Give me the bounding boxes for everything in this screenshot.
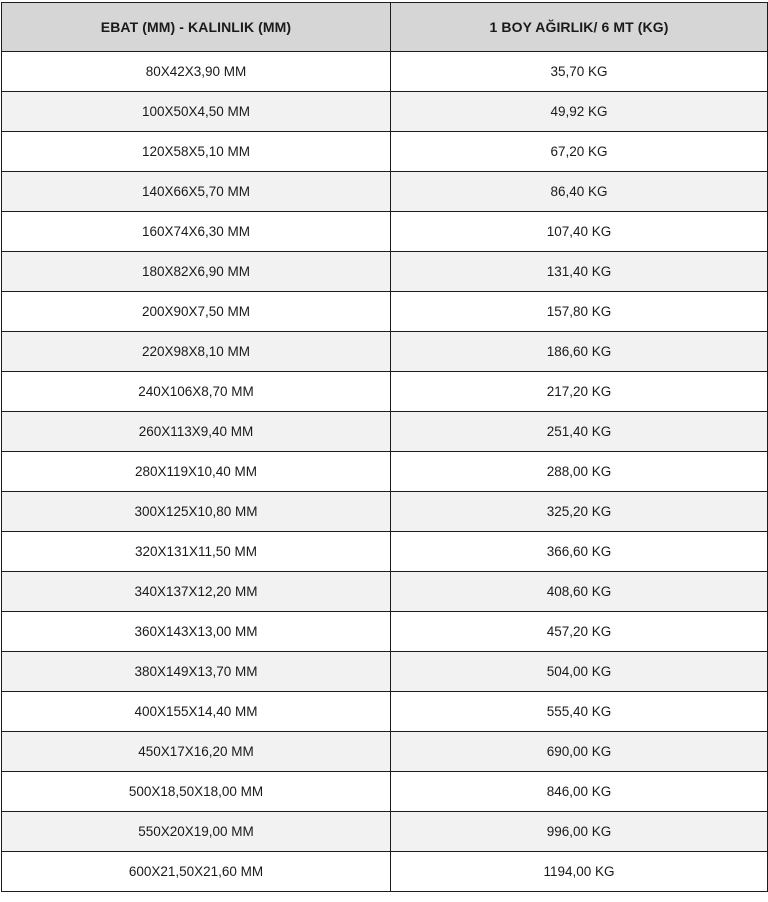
- size-cell: 300X125X10,80 MM: [2, 492, 391, 532]
- table-row: [2, 292, 768, 332]
- table-row: [2, 652, 768, 692]
- table-header: [2, 3, 768, 52]
- size-cell: 280X119X10,40 MM: [2, 452, 391, 492]
- size-cell: 220X98X8,10 MM: [2, 332, 391, 372]
- table-row: [2, 812, 768, 852]
- table-row: [2, 732, 768, 772]
- weight-cell: 366,60 KG: [391, 532, 768, 572]
- weight-cell: 690,00 KG: [391, 732, 768, 772]
- header-weight: 1 BOY AĞIRLIK/ 6 MT (KG): [391, 3, 768, 52]
- weight-cell: 288,00 KG: [391, 452, 768, 492]
- table-row: [2, 412, 768, 452]
- table-row: [2, 452, 768, 492]
- table-row: [2, 852, 768, 892]
- size-cell: 450X17X16,20 MM: [2, 732, 391, 772]
- table-body: [2, 52, 768, 892]
- table-row: [2, 212, 768, 252]
- size-cell: 100X50X4,50 MM: [2, 92, 391, 132]
- weight-cell: 35,70 KG: [391, 52, 768, 92]
- weight-table: [1, 2, 768, 892]
- weight-cell: 325,20 KG: [391, 492, 768, 532]
- weight-cell: 846,00 KG: [391, 772, 768, 812]
- weight-cell: 504,00 KG: [391, 652, 768, 692]
- table-row: [2, 372, 768, 412]
- table-row: [2, 572, 768, 612]
- size-cell: 360X143X13,00 MM: [2, 612, 391, 652]
- table-row: [2, 132, 768, 172]
- weight-cell: 157,80 KG: [391, 292, 768, 332]
- size-cell: 260X113X9,40 MM: [2, 412, 391, 452]
- size-cell: 160X74X6,30 MM: [2, 212, 391, 252]
- size-cell: 550X20X19,00 MM: [2, 812, 391, 852]
- size-cell: 320X131X11,50 MM: [2, 532, 391, 572]
- weight-cell: 408,60 KG: [391, 572, 768, 612]
- weight-cell: 1194,00 KG: [391, 852, 768, 892]
- table-row: [2, 52, 768, 92]
- weight-cell: 86,40 KG: [391, 172, 768, 212]
- header-size: EBAT (MM) - KALINLIK (MM): [2, 3, 391, 52]
- table-row: [2, 532, 768, 572]
- weight-cell: 67,20 KG: [391, 132, 768, 172]
- weight-cell: 251,40 KG: [391, 412, 768, 452]
- table-row: [2, 692, 768, 732]
- size-cell: 380X149X13,70 MM: [2, 652, 391, 692]
- weight-cell: 996,00 KG: [391, 812, 768, 852]
- weight-cell: 217,20 KG: [391, 372, 768, 412]
- size-cell: 500X18,50X18,00 MM: [2, 772, 391, 812]
- size-cell: 200X90X7,50 MM: [2, 292, 391, 332]
- table-row: [2, 332, 768, 372]
- table-row: [2, 92, 768, 132]
- table-row: [2, 492, 768, 532]
- weight-cell: 555,40 KG: [391, 692, 768, 732]
- table-row: [2, 252, 768, 292]
- size-cell: 180X82X6,90 MM: [2, 252, 391, 292]
- weight-cell: 457,20 KG: [391, 612, 768, 652]
- size-cell: 240X106X8,70 MM: [2, 372, 391, 412]
- weight-cell: 186,60 KG: [391, 332, 768, 372]
- header-row: [2, 3, 768, 52]
- weight-cell: 131,40 KG: [391, 252, 768, 292]
- size-cell: 80X42X3,90 MM: [2, 52, 391, 92]
- weight-cell: 107,40 KG: [391, 212, 768, 252]
- table-row: [2, 172, 768, 212]
- weight-cell: 49,92 KG: [391, 92, 768, 132]
- table-row: [2, 772, 768, 812]
- size-cell: 400X155X14,40 MM: [2, 692, 391, 732]
- table-row: [2, 612, 768, 652]
- size-cell: 140X66X5,70 MM: [2, 172, 391, 212]
- size-cell: 120X58X5,10 MM: [2, 132, 391, 172]
- size-cell: 340X137X12,20 MM: [2, 572, 391, 612]
- size-cell: 600X21,50X21,60 MM: [2, 852, 391, 892]
